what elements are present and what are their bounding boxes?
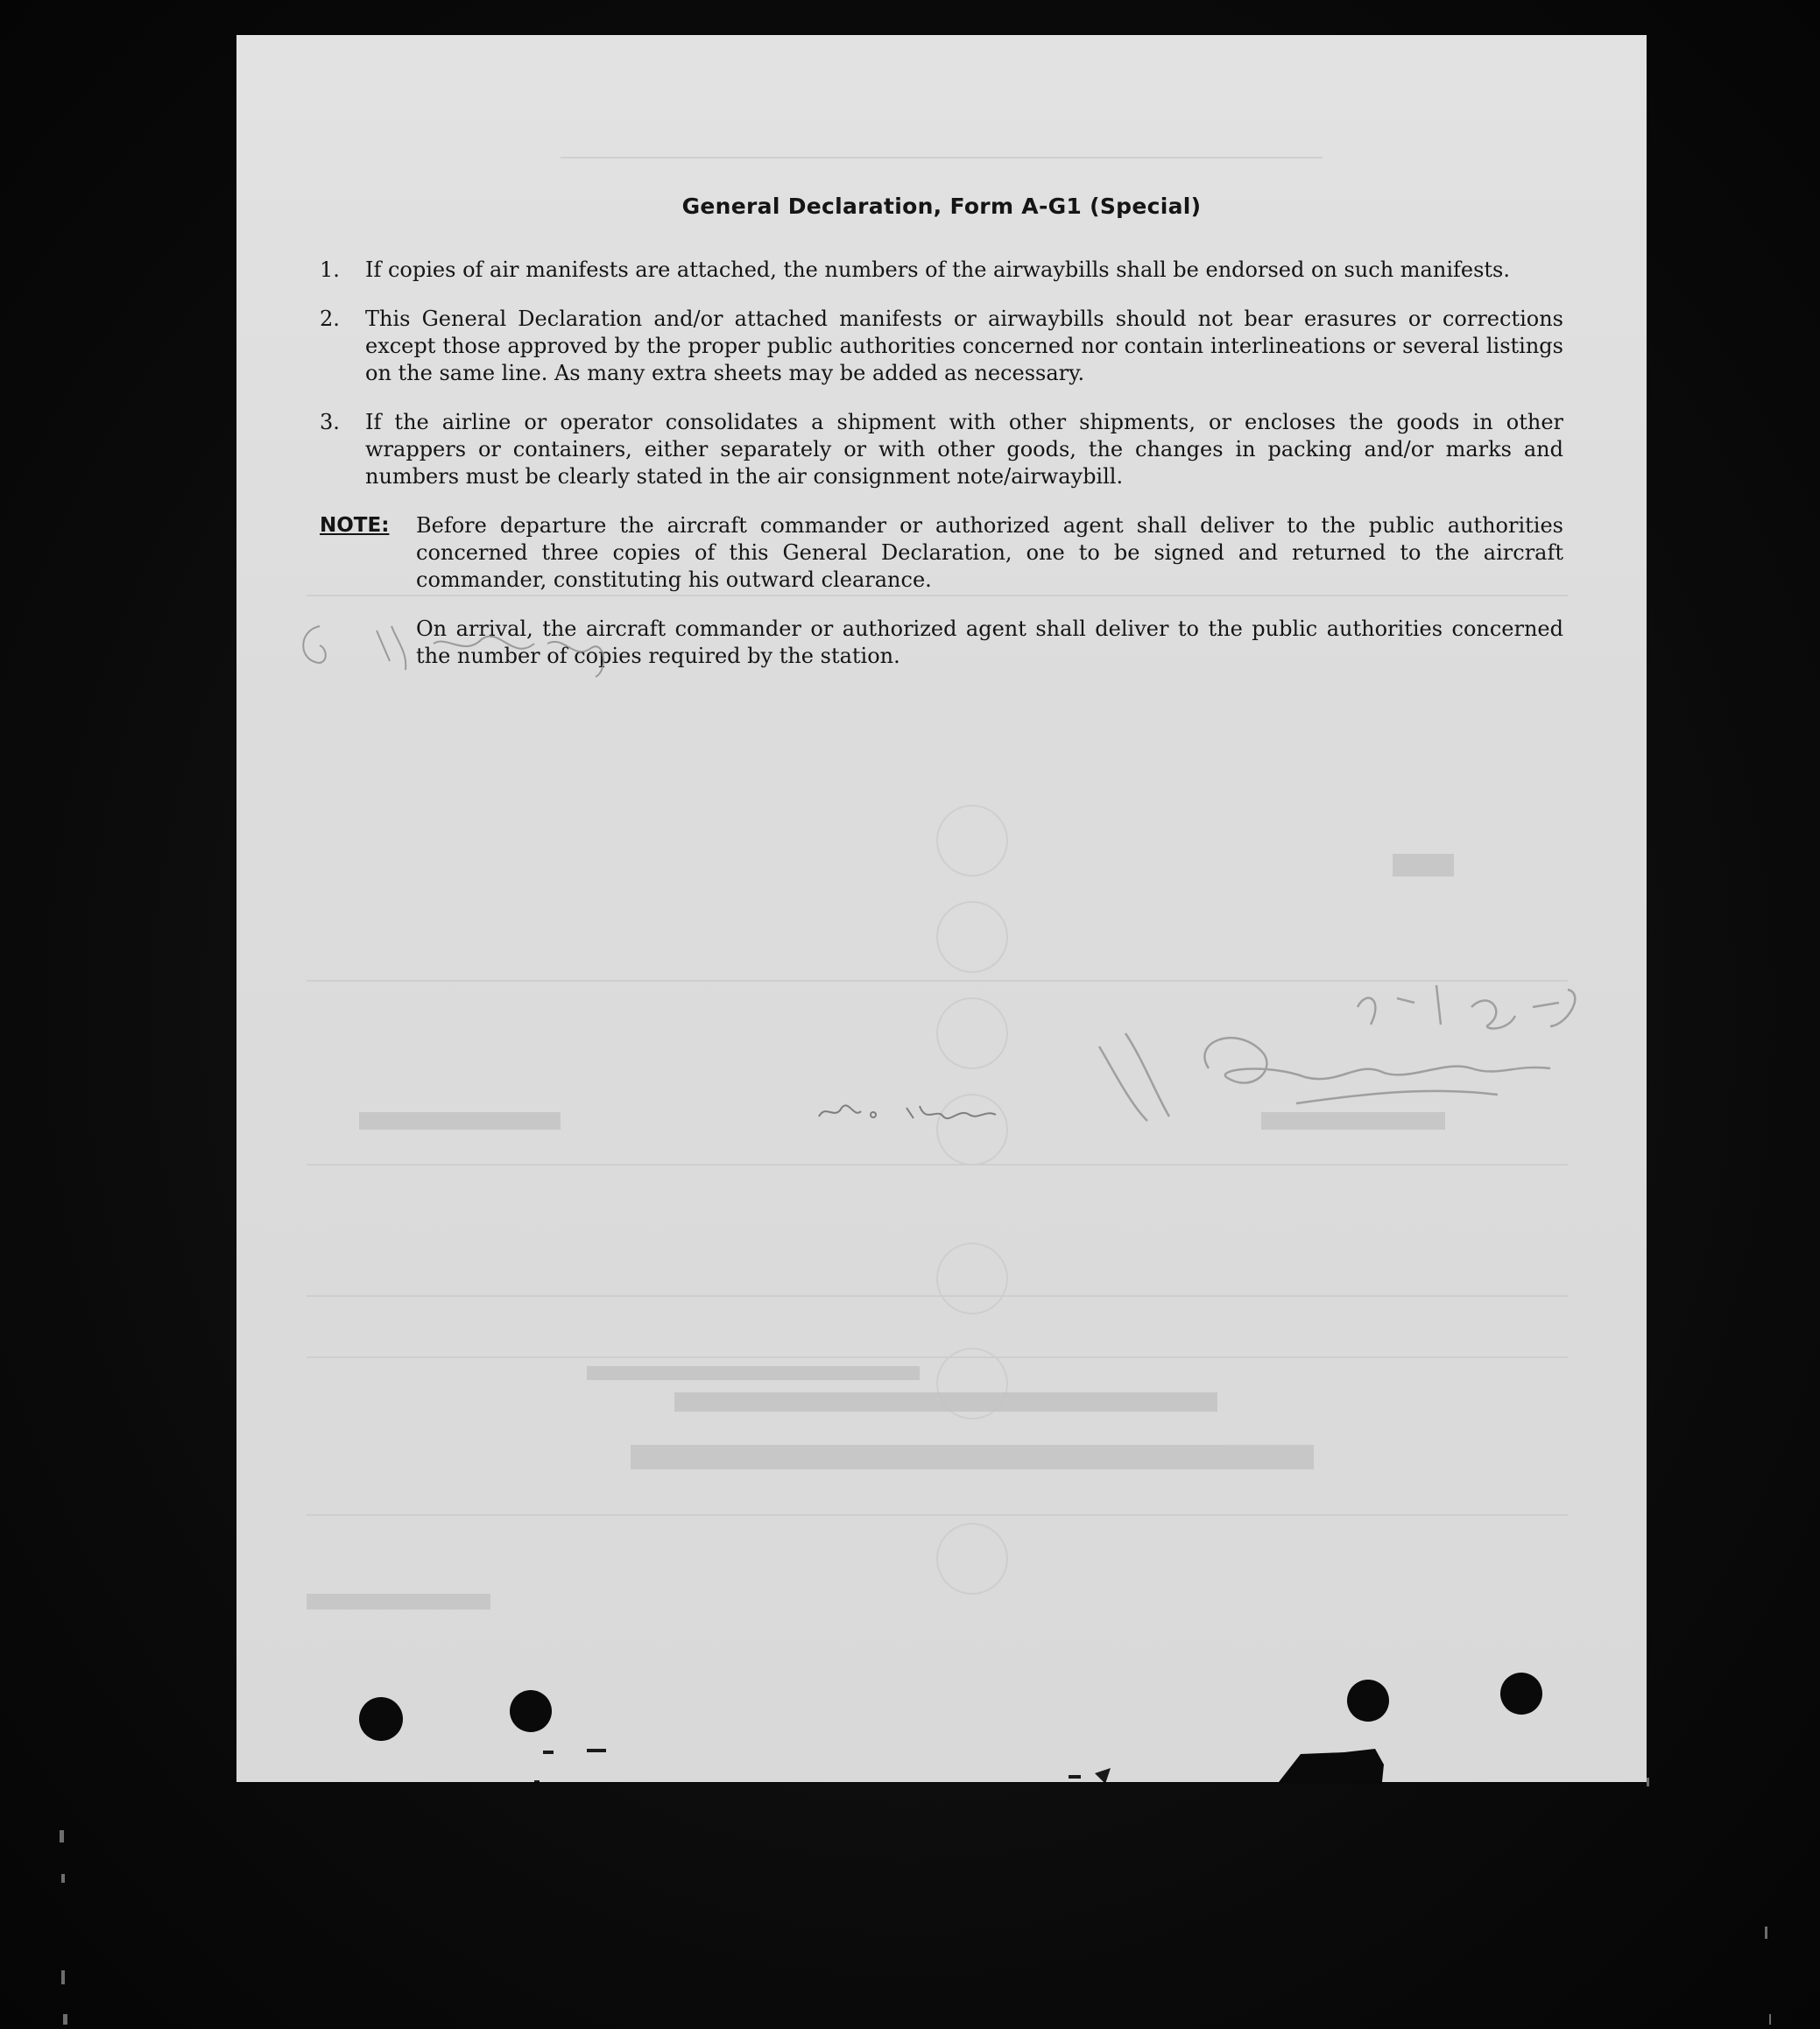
document-page: [236, 35, 1647, 1782]
item-text: If copies of air manifests are attached, the numbers of the airwaybills shall be endorsed on such manifests.: [365, 257, 1510, 282]
note-label: NOTE:: [320, 514, 390, 537]
punch-hole: [1347, 1680, 1389, 1722]
item-text: This General Declaration and/or attached manifests or airwaybills should not bear erasures or corrections except those approved by the proper public authorities concerned nor contain interlineations or several listings on the same line. As many extra sheets may be added as necessary.: [365, 306, 1563, 385]
document-body: [320, 193, 1563, 670]
list-item: [320, 306, 1563, 387]
item-number: 1.: [320, 257, 340, 282]
handwritten-scribble-middle: [810, 1081, 1073, 1134]
punch-hole: [1500, 1673, 1542, 1715]
debris-marks: [534, 1747, 1410, 1782]
item-number: 2.: [320, 306, 340, 331]
note-paragraph-1: Before departure the aircraft commander or authorized agent shall deliver to the public authorities concerned three copies of this General Declaration, one to be signed and returned to the aircraft commander, constituting his outward clearance.: [416, 513, 1563, 592]
handwritten-signature-right: [1095, 963, 1585, 1138]
torn-edge: [1279, 1747, 1401, 1782]
punch-hole: [510, 1690, 552, 1732]
list-item: [320, 257, 1563, 284]
document-title: General Declaration, Form A-G1 (Special): [681, 194, 1202, 219]
note-block: [320, 512, 1563, 594]
item-text: If the airline or operator consolidates a shipment with other shipments, or encloses the goods in other wrappers or containers, either separately or with other goods, the changes in packing and/or marks and numbers must be clearly stated in the air consignment note/airwaybill.: [365, 410, 1563, 489]
punch-hole: [359, 1697, 403, 1741]
note-paragraph-2: On arrival, the aircraft commander or authorized agent shall deliver to the public authorities concerned the number of copies required by the station.: [416, 616, 1563, 668]
list-item: [320, 409, 1563, 490]
item-number: 3.: [320, 410, 340, 434]
